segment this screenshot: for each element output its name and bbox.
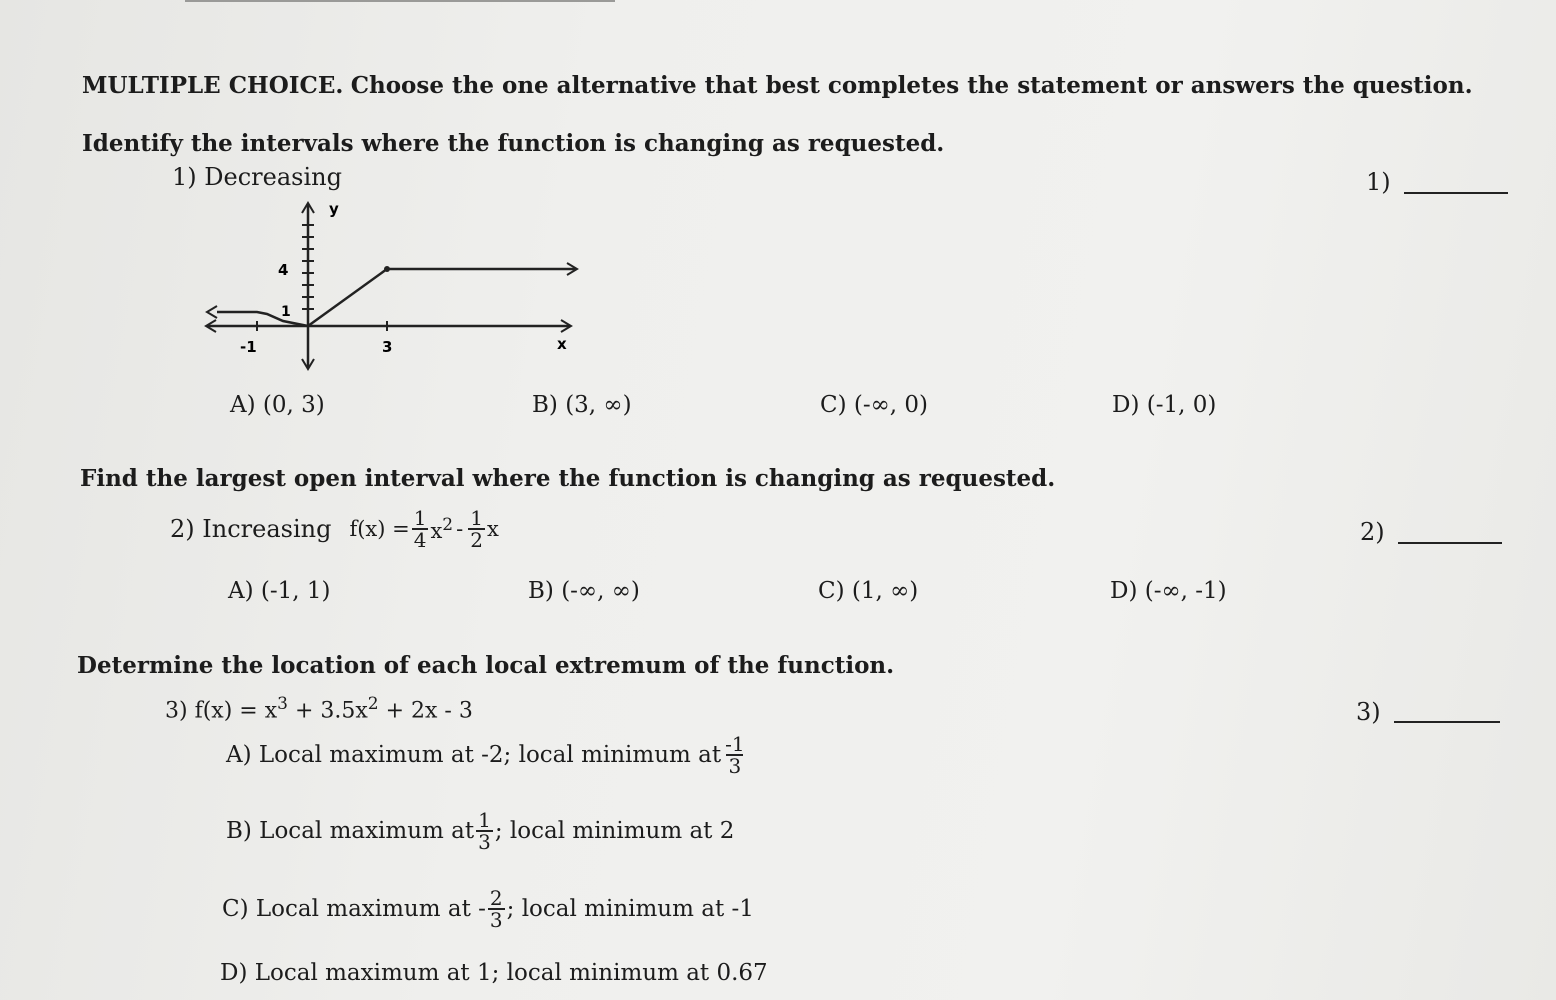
q3-prompt-end: + 2x - 3 [378, 698, 473, 724]
q2-prompt: 2) Increasing [170, 515, 332, 543]
y-tick-label-1: 1 [281, 304, 291, 320]
x-tick-label-3: 3 [382, 338, 393, 356]
frac-denominator: 2 [470, 528, 483, 552]
x-tick-label-neg1: -1 [240, 338, 257, 356]
q2-frac2 [468, 508, 485, 550]
frac-numerator: -1 [725, 732, 745, 756]
q3-answer-blank[interactable] [1394, 721, 1500, 723]
q3-option-a[interactable] [226, 734, 749, 776]
q1-prompt: 1) Decreasing [172, 163, 342, 191]
option-text-start: B) Local maximum at [226, 818, 475, 844]
q2-answer-blank[interactable] [1398, 542, 1502, 544]
term1-exponent: 2 [442, 515, 454, 535]
q1-answer-label: 1) [1366, 168, 1391, 196]
frac-numerator: 1 [413, 506, 427, 530]
q3-option-b[interactable] [226, 810, 734, 852]
q2-fx: f(x) = [349, 517, 410, 541]
frac-denominator: 3 [728, 754, 742, 778]
section1-heading: Identify the intervals where the function is changing as requested. [82, 130, 945, 157]
q3-option-c-frac [488, 888, 505, 930]
frac-denominator: 4 [413, 528, 427, 552]
q3-answer-label: 3) [1356, 698, 1381, 726]
q1-graph [195, 195, 595, 380]
q2-term1 [430, 515, 453, 543]
frac-denominator: 3 [478, 830, 491, 854]
q3-option-d[interactable] [220, 960, 768, 986]
option-label: C) [820, 392, 847, 418]
option-value: (-1, 1) [260, 578, 331, 604]
q1-option-c[interactable] [820, 392, 928, 418]
option-text-start: C) Local maximum at - [222, 896, 486, 922]
section2-heading: Find the largest open interval where the function is changing as requested. [80, 465, 1056, 492]
q3-option-a-frac [723, 734, 746, 776]
q2-option-b[interactable] [528, 578, 640, 604]
option-label: B) [532, 392, 558, 418]
option-value: (-∞, ∞) [561, 578, 640, 604]
q3-prompt-middle: + 3.5x [287, 698, 368, 724]
function-curve-rising [308, 269, 387, 326]
q1-answer-blank[interactable] [1404, 192, 1508, 194]
q2-minus: - [456, 517, 464, 541]
frac-numerator: 1 [470, 506, 483, 530]
q1-option-a[interactable] [230, 392, 325, 418]
option-value: (-1, 0) [1146, 392, 1217, 418]
option-text: D) Local maximum at 1; local minimum at 0.67 [220, 960, 768, 986]
q2-frac1 [412, 508, 429, 550]
option-value: (0, 3) [262, 392, 325, 418]
option-label: D) [1112, 392, 1140, 418]
option-label: A) [230, 392, 256, 418]
y-tick-label-4: 4 [278, 261, 289, 279]
option-value: (-∞, -1) [1144, 578, 1227, 604]
q3-prompt [165, 694, 473, 723]
option-label: D) [1110, 578, 1138, 604]
option-text-end: ; local minimum at -1 [506, 896, 754, 922]
q3-option-b-frac [476, 810, 493, 852]
instructions [82, 72, 1473, 99]
option-label: A) [228, 578, 254, 604]
q2-term2: x [486, 517, 499, 541]
frac-numerator: 1 [478, 808, 491, 832]
option-value: (3, ∞) [565, 392, 632, 418]
option-value: (1, ∞) [851, 578, 919, 604]
q3-exp-squared: 2 [367, 694, 379, 714]
q2-option-a[interactable] [228, 578, 331, 604]
instructions-text: Choose the one alternative that best completes the statement or answers the question. [350, 72, 1473, 99]
q3-exp-cubed: 3 [277, 694, 288, 714]
q1-option-b[interactable] [532, 392, 632, 418]
q2-option-c[interactable] [818, 578, 918, 604]
term1-var: x [430, 519, 443, 543]
q2-answer-label: 2) [1360, 518, 1385, 546]
function-curve-left-arrow [207, 306, 217, 318]
top-rule [185, 0, 615, 2]
option-label: B) [528, 578, 554, 604]
option-label: C) [818, 578, 845, 604]
x-axis-label: x [557, 335, 567, 353]
q3-prompt-start: 3) f(x) = x [165, 698, 278, 724]
instructions-title: MULTIPLE CHOICE. [82, 72, 344, 99]
y-axis-label: y [329, 200, 339, 218]
frac-numerator: 2 [489, 886, 503, 910]
q2-option-d[interactable] [1110, 578, 1227, 604]
frac-denominator: 3 [489, 908, 503, 932]
option-text: A) Local maximum at -2; local minimum at [226, 742, 722, 768]
section3-heading: Determine the location of each local extremum of the function. [77, 652, 895, 679]
function-curve-left [217, 312, 308, 326]
option-value: (-∞, 0) [853, 392, 929, 418]
q1-option-d[interactable] [1112, 392, 1216, 418]
q2-prompt-line [170, 508, 499, 550]
option-text-end: ; local minimum at 2 [494, 818, 735, 844]
q3-option-c[interactable] [222, 888, 754, 930]
